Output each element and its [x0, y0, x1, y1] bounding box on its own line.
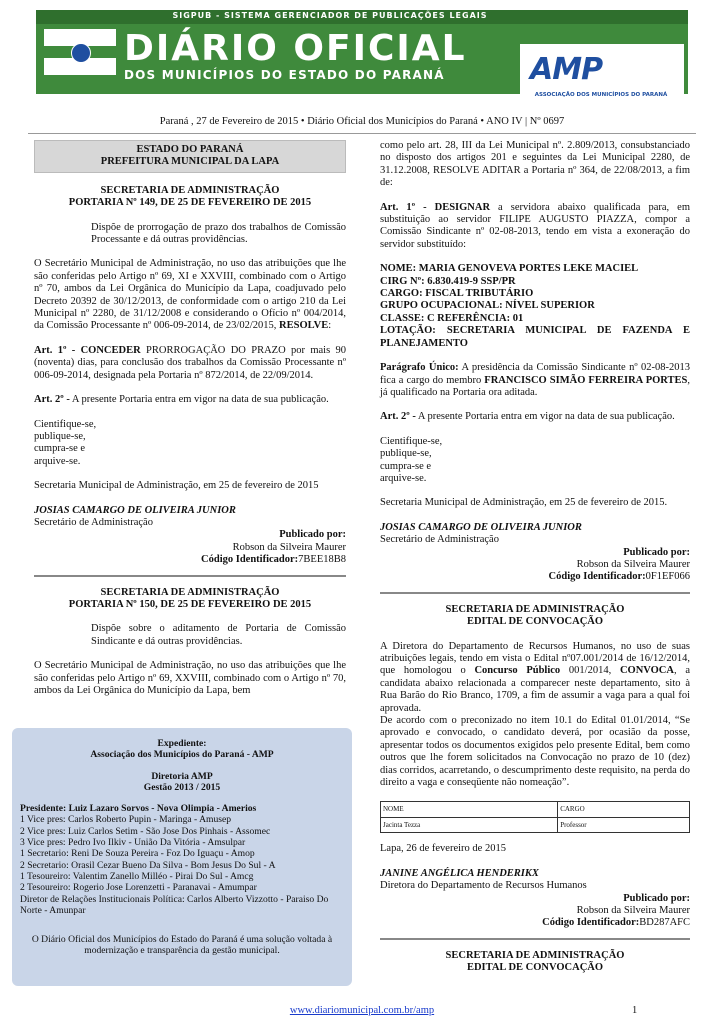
table-header-nome: NOME: [381, 802, 558, 817]
expediente-line: 1 Tesoureiro: Valentim Zanello Milléo - Pirai Do Sul - Amcg: [20, 870, 254, 882]
portaria-150-title: PORTARIA Nº 150, DE 25 DE FEVEREIRO DE 2015: [68, 598, 312, 610]
expediente-diretoria: Diretoria AMP: [151, 770, 213, 782]
table-header-row: [381, 802, 690, 817]
expediente-line: 1 Vice pres: Carlos Roberto Pupin - Maringa - Amusep: [20, 814, 232, 826]
prefecture-name: PREFEITURA MUNICIPAL DA LAPA: [100, 156, 280, 168]
masthead-subtitle: DOS MUNICÍPIOS DO ESTADO DO PARANÁ: [124, 68, 445, 82]
portaria-149-place-date: Secretaria Municipal de Administração, em 25 de fevereiro de 2015: [34, 480, 319, 492]
website-link[interactable]: www.diariomunicipal.com.br/amp: [289, 1005, 435, 1016]
edital-1-signature: JANINE ANGÉLICA HENDERIKX Diretora do Departamento de Recursos Humanos Publicado por: Robson da Silveira Maurer Código Identificador:BD287AFC: [380, 867, 690, 929]
expediente-footer: O Diário Oficial dos Municípios do Estado do Paraná é uma solução voltada à modernização e transparência da gestão municipal.: [31, 934, 333, 957]
section-divider: [34, 575, 346, 577]
edital-1-secretaria: SECRETARIA DE ADMINISTRAÇÃO: [445, 603, 625, 615]
masthead-title: DIÁRIO OFICIAL: [124, 28, 467, 69]
sigpub-label: SIGPUB - SISTEMA GERENCIADOR DE PUBLICAÇÕES LEGAIS: [172, 11, 488, 20]
portaria-149-title: PORTARIA Nº 149, DE 25 DE FEVEREIRO DE 2015: [68, 197, 312, 209]
portaria-149-ementa: Dispõe de prorrogação de prazo dos trabalhos de Comissão Processante e dá outras providências.: [91, 221, 346, 246]
portaria-150-art1: Art. 1º - DESIGNAR a servidora abaixo qualificada para, em substituição ao servidor FILIPE AUGUSTO PIAZZA, compor a Comissão Sindicante nº 02-08-2013, tendo em vista a exoneração do servidor substituído:: [380, 201, 690, 250]
expediente-line: 3 Vice pres: Pedro Ivo Ilkiv - União Da Vitória - Amsulpar: [20, 837, 246, 849]
expediente-gestao: Gestão 2013 / 2015: [143, 781, 221, 793]
expediente-line: 2 Secretario: Orasil Cezar Bueno Da Silva - Bom Jesus Do Sul - A: [20, 859, 276, 871]
portaria-150-secretaria: SECRETARIA DE ADMINISTRAÇÃO: [100, 586, 280, 598]
expediente-box: [12, 728, 352, 986]
edital-2-title: EDITAL DE CONVOCAÇÃO: [466, 962, 604, 974]
portaria-150-continued: como pelo art. 28, III da Lei Municipal nº. 2.809/2013, consubstanciado no disposto dos artigos 201 e seguintes da Lei Municipal 2280, de 31.12.2008, RESOLVE ADITAR a Portaria nº 364, de 22/08/2013, a fim de:: [380, 140, 690, 189]
portaria-150-closing: Cientifique-se, publique-se, cumpra-se e arquive-se.: [380, 435, 443, 484]
edital-1-requirements: De acordo com o preconizado no item 10.1 do Edital 01.01/2014, “Se aprovado e convocado, o candidato deverá, por ocasião da posse, apresentar todos os documentos exigidos pelo presente Edital, bem como outros que lhe forem solicitados na Convocação no prazo de 10 (dez) dias corridos, acarretando, o descumprimento deste requisito, na perda do direito a vaga e conseqüente não nomeação”.: [380, 715, 690, 789]
table-header-cargo: CARGO: [558, 802, 690, 817]
paragrafo-unico: Parágrafo Único: A presidência da Comissão Sindicante nº 02-08-2013 fica a cargo do membro FRANCISCO SIMÃO FERREIRA PORTES, já qualificado na Portaria ora aditada.: [380, 362, 690, 398]
masthead: [0, 0, 724, 112]
portaria-149-closing: Cientifique-se, publique-se, cumpra-se e arquive-se.: [34, 418, 97, 467]
parana-flag-icon: [44, 29, 116, 75]
right-column: [380, 140, 690, 975]
section-divider: [380, 592, 690, 594]
edital-1-body: A Diretora do Departamento de Recursos Humanos, no uso de suas atribuições legais, tendo em vista o Edital nº07.001/2014 de 16/12/2014, que homologou o Concurso Público 001/2014, CONVOCA, a candidata abaixo relacionada a comparecer neste departamento, sito à Rua Barão do Rio Branco, 1709, a fim de assumir a vaga para a qual foi aprovada.: [380, 640, 690, 714]
table-cell-nome: Jacinta Tezza: [381, 817, 558, 832]
issue-header: Paraná , 27 de Fevereiro de 2015 • Diário Oficial dos Municípios do Paraná • ANO IV | Nº 0697: [159, 116, 565, 127]
portaria-149-preamble: O Secretário Municipal de Administração, no uso das atribuições que lhe são conferidas pelo Artigo nº 69, XI e XXVIII, combinado com o Artigo nº 70, ambos da Lei Orgânica do Município da Lapa, coadjuvado pelo Decreto 20392 de 30/12/2013, de conformidade com o artigo 210 da Lei Municipal nº 2280, de 31/12/2008 e considerando o Ofício nº 004/2014, da Comissão Processante nº 006-09-2014, de 23/02/2015, RESOLVE:: [34, 258, 346, 332]
expediente-line: 1 Secretario: Reni De Souza Pereira - Foz Do Iguaçu - Amop: [20, 848, 255, 860]
table-cell-cargo: Professor: [558, 817, 690, 832]
expediente-line: 2 Vice pres: Luiz Carlos Setim - São Jose Dos Pinhais - Assomec: [20, 825, 271, 837]
portaria-150-signature: JOSIAS CAMARGO DE OLIVEIRA JUNIOR Secretário de Administração Publicado por: Robson da Silveira Maurer Código Identificador:0F1EF066: [380, 521, 690, 583]
expediente-line: Diretor de Relações Institucionais Política: Carlos Alberto Vizzotto - Paraiso Do Norte - Amunpar: [20, 893, 329, 916]
edital-2-secretaria: SECRETARIA DE ADMINISTRAÇÃO: [445, 949, 625, 961]
expediente-line: 2 Tesoureiro: Rogerio Jose Lorenzetti - Paranavai - Amumpar: [20, 882, 257, 894]
page-number: 1: [632, 1005, 638, 1016]
servidora-details: NOME: MARIA GENOVEVA PORTES LEKE MACIEL CIRG Nº: 6.830.419-9 SSP/PR CARGO: FISCAL TRIBUTÁRIO GRUPO OCUPACIONAL: NÍVEL SUPERIOR CLASSE: C REFERÊNCIA: 01 LOTAÇÃO: SECRETARIA MUNICIPAL DE FAZENDA E PLANEJAMENTO: [380, 263, 690, 349]
state-name: ESTADO DO PARANÁ: [136, 144, 244, 155]
expediente-title: Expediente:: [157, 738, 207, 749]
portaria-150-preamble: O Secretário Municipal de Administração, no uso das atribuições que lhe são conferidas pelo Artigo nº 69, XXVIII, combinado com o Artigo nº 70, ambos da Lei Orgânica do Município da Lapa, bem: [34, 660, 346, 696]
table-row: [381, 817, 690, 832]
convocation-table: [380, 801, 690, 833]
portaria-149-secretaria: SECRETARIA DE ADMINISTRAÇÃO: [100, 184, 280, 196]
portaria-150-art2: Art. 2º - A presente Portaria entra em vigor na data de sua publicação.: [380, 411, 675, 423]
expediente-assoc: Associação dos Municípios do Paraná - AMP: [90, 749, 274, 761]
portaria-149-art2: Art. 2º - A presente Portaria entra em vigor na data de sua publicação.: [34, 394, 329, 406]
amp-caption: ASSOCIAÇÃO DOS MUNICÍPIOS DO PARANÁ: [534, 92, 668, 98]
expediente-president: Presidente: Luiz Lazaro Sorvos - Nova Olimpia - Amerios: [20, 803, 257, 815]
edital-1-date: Lapa, 26 de fevereiro de 2015: [380, 843, 506, 855]
amp-logo-icon: AMP: [530, 52, 603, 87]
portaria-149-signature: JOSIAS CAMARGO DE OLIVEIRA JUNIOR Secretário de Administração Publicado por: Robson da Silveira Maurer Código Identificador:7BEE18B8: [34, 504, 346, 566]
entity-box: [34, 140, 346, 173]
header-divider: [28, 133, 696, 134]
portaria-150-place-date: Secretaria Municipal de Administração, em 25 de fevereiro de 2015.: [380, 497, 668, 509]
portaria-150-ementa: Dispõe sobre o aditamento de Portaria de Comissão Sindicante e dá outras providências.: [91, 623, 346, 647]
edital-1-title: EDITAL DE CONVOCAÇÃO: [466, 616, 604, 628]
footer-website: [0, 1005, 724, 1016]
portaria-149-art1: Art. 1º - CONCEDER PRORROGAÇÃO DO PRAZO por mais 90 (noventa) dias, para conclusão dos trabalhos da Comissão Processante nº 006-09-2014, designada pela Portaria nº 872/2014, de 22/09/2014.: [34, 344, 346, 381]
left-column: [34, 140, 346, 709]
section-divider: [380, 938, 690, 940]
